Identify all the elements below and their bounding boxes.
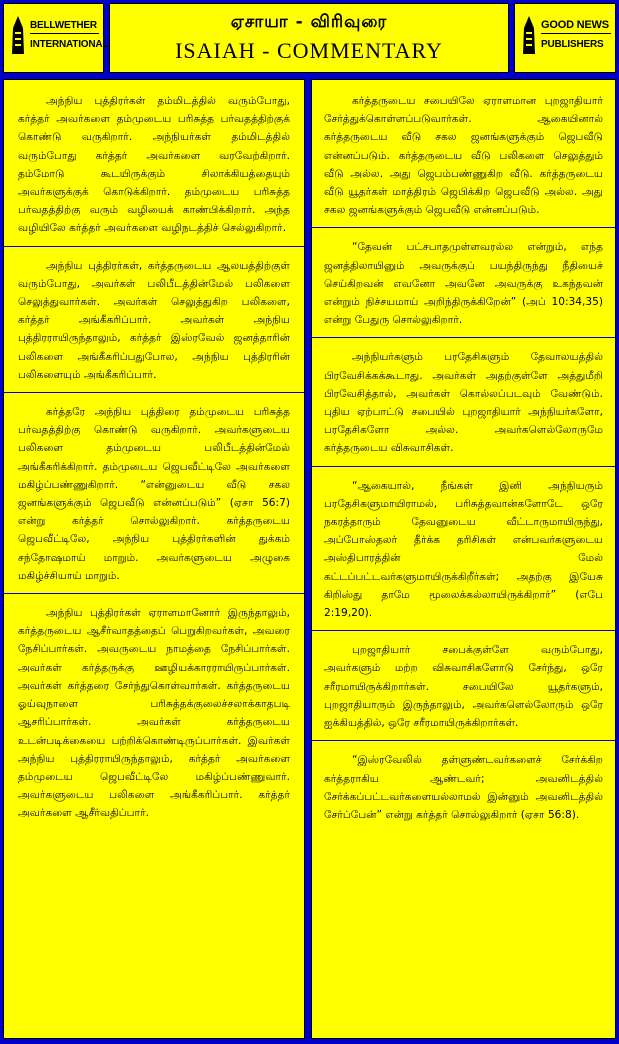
good-news-logo	[514, 3, 616, 73]
right-paragraph-6: “இஸ்ரவேலில் தள்ளுண்டவர்களைச் சேர்க்கிற கர்த்தராகிய ஆண்டவர்; அவனிடத்தில் சேர்க்கப்பட்டவர்களையல்லாமல் இன்னும் அவனிடத்தில் சேர்ப்பேன்” என்று கர்த்தர் சொல்லுகிறார் (ஏசா 56:8).	[324, 754, 603, 821]
divider	[312, 337, 615, 338]
divider	[4, 593, 304, 594]
bellwether-emblem-icon	[10, 14, 26, 58]
left-paragraph-1: அந்நிய புத்திரர்கள் தம்மிடத்தில் வரும்போது, கர்த்தர் அவர்களை தம்முடைய பரிசுத்த பர்வதத்திற்குக் கொண்டு வருகிறார். அந்நியர்கள் தம்மிடத்தில் வரும்போது கர்த்தர் அவர்களை வரவேற்கிறார். தம்மோடு கூடயிருக்கும் சிலாக்கியத்தையும் அவர்களுக்குக் கொடுக்கிறார். தம்முடைய பரிசுத்த பர்வதத்திற்கு வரும் வழியைக் காண்பிக்கிறார். அந்த வழியிலே கர்த்தர் அவர்களை வழிநடத்திச் செல்லுகிறார்.	[18, 95, 290, 235]
page-title-english: ISAIAH - COMMENTARY	[175, 38, 443, 63]
good-news-logo-line2: PUBLISHERS	[541, 39, 604, 50]
right-paragraph-3: அந்நியர்களும் பரதேசிகளும் தேவாலயத்தில் பிரவேசிக்கக்கூடாது. அவர்கள் அதற்குள்ளே அத்துமீறி பிரவேசித்தால், அவர்கள் கொல்லப்படவும் வேண்டும். புதிய ஏற்பாட்டு சபையில் புறஜாதியார் அந்நியர்களோ, பரதேசிகளோ அல்ல. அவர்களெல்லோருமே கர்த்தருடைய விசுவாசிகள்.	[324, 351, 603, 455]
good-news-emblem-icon	[521, 14, 537, 58]
good-news-logo-line1: GOOD NEWS	[541, 20, 611, 34]
bellwether-logo-line1: BELLWETHER	[30, 20, 99, 34]
page-header	[109, 3, 509, 73]
bellwether-logo	[3, 3, 109, 73]
right-paragraph-2: “தேவன் பட்சபாதமுள்ளவரல்ல என்றும், எந்த ஜனத்திலாயினும் அவருக்குப் பயந்திருந்து நீதியைச் செய்கிறவன் எவனோ அவனே அவருக்கு உகந்தவன் என்றும் நிச்சயமாய் அறிந்திருக்கிறேன்” (அப் 10:34,35) என்று பேதுரு சொல்லுகிறார்.	[324, 241, 603, 327]
divider	[312, 466, 615, 467]
divider	[312, 630, 615, 631]
left-paragraph-2: அந்நிய புத்திரர்கள், கர்த்தருடைய ஆலயத்திற்குள் வரும்போது, அவர்கள் பலிபீடத்தின்மேல் பலிகளை செலுத்துவார்கள். அவர்கள் செலுத்துகிற பலிகளை, கர்த்தர் அங்கீகரிப்பார். அவர்கள் அந்நிய புத்திரராயிருந்தாலும், கர்த்தர் இஸ்ரவேல் ஜனத்தாரின் பலிகளை அங்கீகரிப்பதுபோல, அந்நிய புத்திரரின் பலிகளையும் அங்கீகரிப்பார்.	[18, 259, 290, 381]
right-paragraph-1: கர்த்தருடைய சபையிலே ஏராளமான புறஜாதியார் சேர்த்துக்கொள்ளப்படுவார்கள். ஆகையினால் கர்த்தருடைய வீடு சகல ஜனங்களுக்கும் ஜெபவீடு என்னப்படும். கர்த்தருடைய வீடு பலிகளை செலுத்தும் வீடு அல்ல. அது ஜெபம்பண்ணுகிற வீடு. கர்த்தருடைய வீடு யூதர்கள் மாத்திரம் ஜெபிக்கிற ஜெபவீடு அல்ல. அது சகல ஜனங்களுக்கும் ஜெபவீடு என்னப்படும்.	[324, 95, 603, 217]
page-title-tamil: ஏசாயா - விரிவுரை	[230, 12, 388, 32]
right-column	[311, 79, 616, 1039]
left-paragraph-3: கர்த்தரே அந்நிய புத்திரை தம்முடைய பரிசுத்த பர்வதத்திற்கு கொண்டு வருகிறார். அவர்களுடைய பலிகளை தம்முடைய பலிபீடத்தின்மேல் அங்கீகரிக்கிறார். தம்முடைய ஜெபவீட்டிலே அவர்களை மகிழ்ப்பண்ணுகிறார். “என்னுடைய வீடு சகல ஜனங்களுக்கும் ஜெபவீடு என்னப்படும்” (ஏசா 56:7) என்று கர்த்தர் சொல்லுகிறார். கர்த்தருடைய ஜெபவீட்டிலே, அந்நிய புத்திரர்களின் துக்கம் சந்தோஷமாய் மாறும். அவர்களுடைய அழுகை மகிழ்ச்சியாய் மாறும்.	[18, 406, 290, 582]
divider	[312, 740, 615, 741]
right-paragraph-5: புறஜாதியார் சபைக்குள்ளே வரும்போது, அவர்களும் மற்ற விசுவாசிகளோடு சேர்ந்து, ஒரே சரீரமாயிருக்கிறார்கள். சபையிலே யூதர்களும், புறஜாதியாரும் இருந்தாலும், அவர்களெல்லோரும் ஒரே ஐக்கியத்தில், ஒரே சரீரமாயிருக்கிறார்கள்.	[324, 644, 603, 730]
left-paragraph-4: அந்நிய புத்திரர்கள் ஏராளமானோர் இருந்தாலும், கர்த்தருடைய ஆசீர்வாதத்தைப் பெறுகிறவர்கள், அவரை நேசிப்பார்கள். அவருடைய நாமத்தை நேசிப்பார்கள். அவர்கள் கர்த்தருக்கு ஊழியக்காரராயிருப்பார்கள். அவர்கள் கர்த்தரை சேர்ந்துகொள்வார்கள். கர்த்தருடைய ஓய்வுநாளை பரிசுத்தக்குலைச்சலாக்காதபடி ஆசரிப்பார்கள். அவர்கள் கர்த்தருடைய உடன்படிக்கையை பற்றிக்கொண்டிருப்பார்கள். இவர்கள் அந்நிய புத்திரராயிருந்தாலும், கர்த்தர் அவர்களை தம்முடைய ஜெபவீட்டிலே மகிழ்ப்பண்ணுவார். அவர்களுடைய பலிகளை அங்கீகரிப்பார். கர்த்தர் அவர்களை ஆசீர்வதிப்பார்.	[18, 607, 290, 820]
divider	[4, 392, 304, 393]
divider	[4, 246, 304, 247]
divider	[312, 227, 615, 228]
right-paragraph-4: “ஆகையால், நீங்கள் இனி அந்நியரும் பரதேசிகளுமாயிராமல், பரிசுத்தவான்களோடே ஒரே நகரத்தாரும் தேவனுடைய வீட்டாருமாயிருந்து, அப்போஸ்தலர் தீர்க்க தரிசிகள் என்பவர்களுடைய அஸ்திபாரத்தின் மேல் கட்டப்பட்டவர்களுமாயிருக்கிறீர்கள்; அதற்கு இயேசு கிறிஸ்து தாமே மூலைக்கல்லாயிருக்கிறார்” (எபே 2:19,20).	[324, 479, 603, 620]
bellwether-logo-line2: INTERNATIONAL	[30, 39, 109, 50]
left-column	[3, 79, 305, 1039]
